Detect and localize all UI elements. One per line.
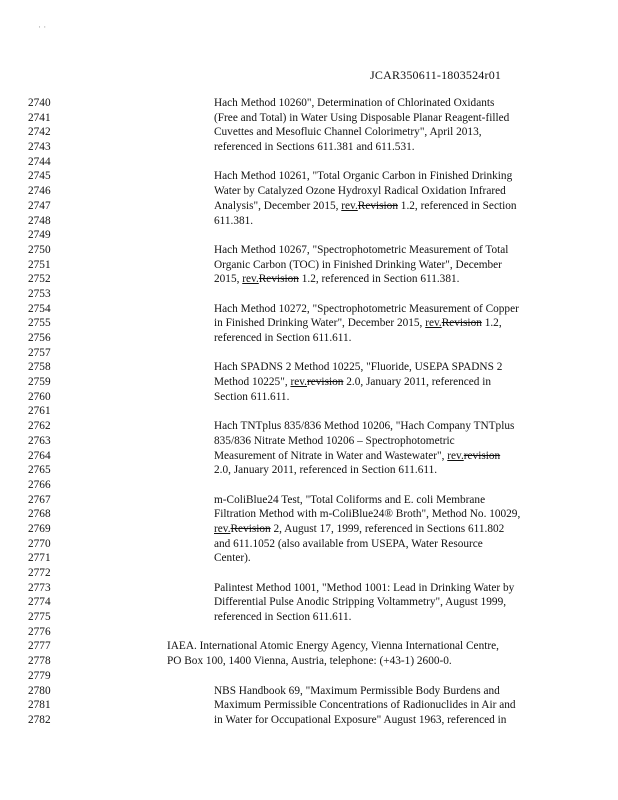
line-text (214, 507, 520, 522)
inserted-text: rev. (214, 522, 231, 535)
struck-text: revision (463, 449, 501, 462)
document-line (0, 522, 618, 537)
document-line (0, 302, 618, 317)
text-segment: Section 611.611. (214, 390, 290, 403)
line-number: 2767 (28, 493, 51, 506)
line-text (214, 522, 504, 537)
text-segment: Palintest Method 1001, "Method 1001: Lead in Drinking Water by (214, 581, 515, 594)
line-number: 2780 (28, 684, 51, 697)
document-line (0, 96, 618, 111)
text-segment: 1.2, (481, 317, 502, 330)
document-line (0, 258, 618, 273)
text-segment: referenced in Section 611.611. (214, 611, 352, 624)
document-line (0, 537, 618, 552)
document-line (0, 228, 618, 243)
line-number: 2772 (28, 567, 51, 579)
line-text (214, 390, 289, 405)
text-segment: Measurement of Nitrate in Water and Wastewater", (214, 449, 448, 462)
line-number: 2777 (28, 640, 51, 653)
document-line (0, 478, 618, 493)
text-segment: Center). (214, 552, 251, 565)
line-number: 2775 (28, 611, 51, 624)
text-segment: Hach TNTplus 835/836 Method 10206, "Hach Company TNTplus (214, 420, 515, 433)
text-segment: Organic Carbon (TOC) in Finished Drinking Water", December (214, 258, 502, 271)
line-text (214, 684, 500, 699)
document-line (0, 581, 618, 596)
document-line (0, 493, 618, 508)
line-number: 2740 (28, 97, 51, 109)
line-number: 2770 (28, 537, 51, 550)
line-text (214, 434, 455, 449)
text-segment: 2.0, January 2011, referenced in (343, 376, 492, 389)
document-line (0, 199, 618, 214)
struck-text: Revision (441, 317, 482, 330)
inserted-text: rev. (290, 376, 307, 389)
document-line (0, 111, 618, 126)
document-line (0, 654, 618, 669)
line-number: 2755 (28, 317, 51, 330)
line-text (214, 331, 352, 346)
line-text (214, 96, 494, 111)
document-line (0, 419, 618, 434)
line-number: 2742 (28, 126, 51, 139)
line-text (214, 258, 502, 273)
text-segment: 611.381. (214, 214, 254, 227)
struck-text: Revision (258, 273, 299, 286)
line-number: 2774 (28, 596, 51, 609)
line-text (214, 537, 483, 552)
scan-marks: · · (38, 22, 47, 32)
text-segment: 2015, (214, 273, 243, 286)
line-number: 2771 (28, 552, 51, 565)
line-number: 2759 (28, 376, 51, 389)
document-line (0, 390, 618, 405)
text-segment: Hach Method 10272, "Spectrophotometric Measurement of Copper (214, 302, 519, 315)
document-line (0, 125, 618, 140)
text-segment: and 611.1052 (also available from USEPA, Water Resource (214, 537, 483, 550)
line-number: 2782 (28, 713, 51, 726)
line-text (214, 581, 514, 596)
line-number: 2753 (28, 287, 51, 300)
line-number: 2779 (28, 669, 51, 682)
line-text (214, 698, 516, 713)
text-segment: Maximum Permissible Concentrations of Radionuclides in Air and (214, 699, 516, 712)
text-segment: (Free and Total) in Water Using Disposable Planar Reagent-filled (214, 111, 510, 124)
line-text (214, 463, 437, 478)
text-segment: 1.2, referenced in Section (397, 199, 517, 212)
line-number: 2754 (28, 302, 51, 315)
line-text (214, 449, 500, 464)
text-segment: referenced in Sections 611.381 and 611.531. (214, 141, 415, 154)
line-text (167, 639, 499, 654)
document-line (0, 713, 618, 728)
text-segment: IAEA. International Atomic Energy Agency, Vienna International Centre, (167, 640, 499, 653)
line-text (214, 551, 251, 566)
line-text (214, 243, 508, 258)
text-segment: Hach Method 10267, "Spectrophotometric Measurement of Total (214, 243, 509, 256)
text-segment: m-ColiBlue24 Test, "Total Coliforms and E. coli Membrane (214, 493, 486, 506)
document-line (0, 566, 618, 581)
document-line (0, 434, 618, 449)
text-segment: Analysis", December 2015, (214, 199, 342, 212)
inserted-text: rev. (341, 199, 358, 212)
document-line (0, 404, 618, 419)
document-line (0, 669, 618, 684)
text-segment: Cuvettes and Mesofluic Channel Colorimetry", April 2013, (214, 126, 482, 139)
struck-text: Revision (357, 199, 398, 212)
struck-text: Revision (230, 522, 271, 535)
text-segment: Method 10225", (214, 376, 291, 389)
line-number: 2768 (28, 508, 51, 521)
line-number: 2761 (28, 405, 51, 418)
line-number: 2741 (28, 111, 51, 124)
text-segment: 2, August 17, 1999, referenced in Sections 611.802 (270, 522, 505, 535)
line-text (214, 302, 519, 317)
document-line (0, 331, 618, 346)
document-line (0, 375, 618, 390)
line-number: 2757 (28, 346, 51, 359)
text-segment: Filtration Method with m-ColiBlue24® Broth", Method No. 10029, (214, 508, 521, 521)
text-segment: Hach SPADNS 2 Method 10225, "Fluoride, USEPA SPADNS 2 (214, 361, 503, 374)
line-number: 2773 (28, 581, 51, 594)
line-text (214, 140, 415, 155)
inserted-text: rev. (425, 317, 442, 330)
text-segment: NBS Handbook 69, "Maximum Permissible Body Burdens and (214, 684, 500, 697)
line-text (214, 595, 506, 610)
document-line (0, 639, 618, 654)
line-number: 2756 (28, 332, 51, 344)
document-line (0, 243, 618, 258)
line-number: 2764 (28, 449, 51, 462)
text-segment: 1.2, referenced in Section 611.381. (298, 273, 460, 286)
line-number: 2750 (28, 243, 51, 256)
line-text (214, 214, 253, 229)
text-segment: Hach Method 10260", Determination of Chlorinated Oxidants (214, 97, 495, 109)
line-text (214, 272, 459, 287)
line-text (214, 111, 509, 126)
text-segment: Differential Pulse Anodic Stripping Voltammetry", August 1999, (214, 596, 507, 609)
line-number: 2763 (28, 434, 51, 447)
line-text (214, 184, 506, 199)
line-text (167, 654, 452, 669)
text-segment: Hach Method 10261, "Total Organic Carbon in Finished Drinking (214, 170, 513, 183)
line-number: 2778 (28, 655, 51, 668)
line-number: 2745 (28, 170, 51, 183)
document-line (0, 169, 618, 184)
struck-text: revision (307, 376, 344, 389)
line-number: 2781 (28, 699, 51, 712)
line-number: 2751 (28, 258, 51, 271)
line-number: 2765 (28, 464, 51, 477)
document-id-header: JCAR350611-1803524r01 (370, 68, 502, 82)
line-text (214, 419, 514, 434)
line-number: 2766 (28, 478, 51, 491)
line-number: 2749 (28, 229, 51, 242)
document-line (0, 463, 618, 478)
line-number: 2743 (28, 141, 51, 154)
line-text (214, 375, 491, 390)
text-segment: in Water for Occupational Exposure" August 1963, referenced in (214, 713, 507, 726)
line-number: 2758 (28, 361, 51, 374)
document-line (0, 214, 618, 229)
line-number: 2769 (28, 522, 51, 535)
document-line (0, 316, 618, 331)
document-line (0, 625, 618, 640)
document-line (0, 287, 618, 302)
line-text (214, 493, 485, 508)
document-line (0, 595, 618, 610)
text-segment: 2.0, January 2011, referenced in Section 611.611. (214, 464, 438, 477)
line-number: 2760 (28, 390, 51, 403)
document-line (0, 610, 618, 625)
line-text (214, 169, 512, 184)
text-segment: referenced in Section 611.611. (214, 332, 352, 344)
line-number: 2744 (28, 155, 51, 168)
inserted-text: rev. (447, 449, 464, 462)
line-number: 2762 (28, 420, 51, 433)
line-text (214, 713, 506, 728)
line-text (214, 610, 352, 625)
document-line (0, 698, 618, 713)
document-line (0, 184, 618, 199)
text-segment: 835/836 Nitrate Method 10206 – Spectrophotometric (214, 434, 455, 447)
document-line (0, 507, 618, 522)
text-segment: PO Box 100, 1400 Vienna, Austria, telephone: (+43-1) 2600-0. (167, 655, 452, 668)
document-line (0, 551, 618, 566)
document-line (0, 155, 618, 170)
line-number: 2746 (28, 185, 51, 198)
inserted-text: rev. (242, 273, 259, 286)
line-number: 2747 (28, 199, 51, 212)
document-line (0, 684, 618, 699)
line-number: 2776 (28, 625, 51, 638)
line-text (214, 199, 517, 214)
line-text (214, 125, 482, 140)
line-number: 2752 (28, 273, 51, 286)
document-line (0, 272, 618, 287)
numbered-lines (0, 96, 618, 728)
line-number: 2748 (28, 214, 51, 227)
document-line (0, 449, 618, 464)
line-text (214, 360, 502, 375)
document-line (0, 140, 618, 155)
text-segment: in Finished Drinking Water", December 2015, (214, 317, 426, 330)
document-line (0, 360, 618, 375)
line-text (214, 316, 502, 331)
document-line (0, 346, 618, 361)
text-segment: Water by Catalyzed Ozone Hydroxyl Radical Oxidation Infrared (214, 185, 506, 198)
